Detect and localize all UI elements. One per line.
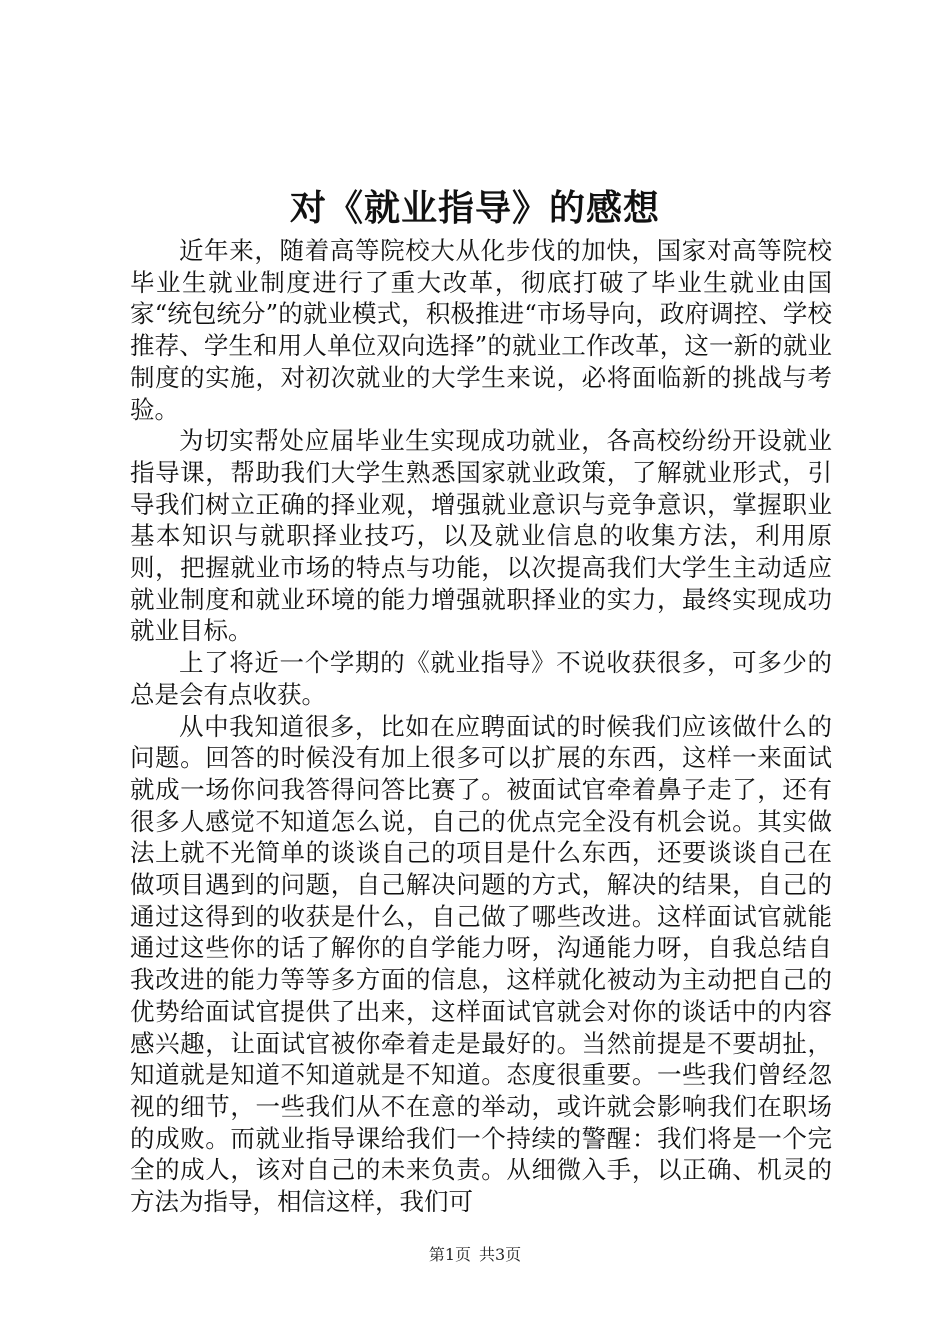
page-total: 共3页 [479,1245,522,1264]
paragraph: 为切实帮处应届毕业生实现成功就业，各高校纷纷开设就业指导课，帮助我们大学生熟悉国家就业政策，了解就业形式，引导我们树立正确的择业观，增强就业意识与竞争意识，掌握职业基本知识与就职择业技巧，以及就业信息的收集方法，利用原则，把握就业市场的特点与功能，以次提高我们大学生主动适应就业制度和就业环境的能力增强就职择业的实力，最终实现成功就业目标。 [130,426,832,646]
page-footer [0,1244,950,1266]
document-body [130,235,832,1218]
paragraph: 近年来，随着高等院校大从化步伐的加快，国家对高等院校毕业生就业制度进行了重大改革，彻底打破了毕业生就业由国家“统包统分”的就业模式，积极推进“市场导向，政府调控、学校推荐、学生和用人单位双向选择”的就业工作改革，这一新的就业制度的实施，对初次就业的大学生来说，必将面临新的挑战与考验。 [130,236,832,424]
page-number: 第1页 [428,1245,471,1264]
paragraph: 上了将近一个学期的《就业指导》不说收获很多，可多少的总是会有点收获。 [130,648,832,709]
document-title: 对《就业指导》的感想 [289,187,660,229]
paragraph: 从中我知道很多，比如在应聘面试的时候我们应该做什么的问题。回答的时候没有加上很多可以扩展的东西，这样一来面试就成一场你问我答得问答比赛了。被面试官牵着鼻子走了，还有很多人感觉不知道怎么说，自己的优点完全没有机会说。其实做法上就不光简单的谈谈自己的项目是什么东西，还要谈谈自己在做项目遇到的问题，自己解决问题的方式，解决的结果，自己的通过这得到的收获是什么，自己做了哪些改进。这样面试官就能通过这些你的话了解你的自学能力呀，沟通能力呀，自我总结自我改进的能力等等多方面的信息，这样就化被动为主动把自己的优势给面试官提供了出来，这样面试官就会对你的谈话中的内容感兴趣，让面试官被你牵着走是最好的。当然前提是不要胡扯，知道就是知道不知道就是不知道。态度很重要。一些我们曾经忽视的细节，一些我们从不在意的举动，或许就会影响我们在职场的成败。而就业指导课给我们一个持续的警醒：我们将是一个完全的成人，该对自己的未来负责。从细微入手，以正确、机灵的方法为指导，相信这样，我们可 [130,711,832,1217]
